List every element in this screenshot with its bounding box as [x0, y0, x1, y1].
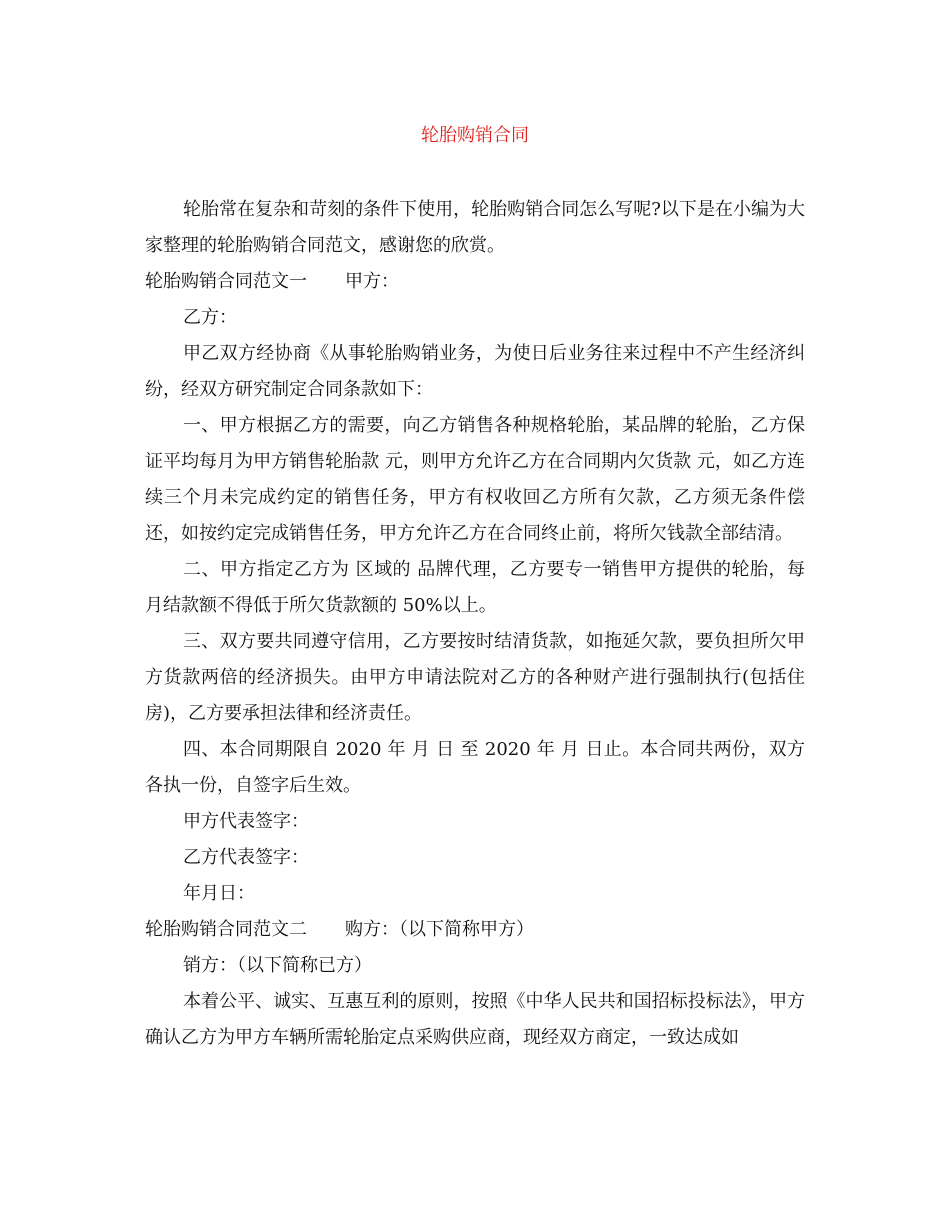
clause-3: 三、双方要共同遵守信用，乙方要按时结清货款，如拖延欠款，要负担所欠甲方货款两倍的经济损失。由甲方申请法院对乙方的各种财产进行强制执行(包括住房)，乙方要承担法律和经济责任。	[145, 631, 805, 724]
clause-1: 一、甲方根据乙方的需要，向乙方销售各种规格轮胎，某品牌的轮胎，乙方保证平均每月为甲方销售轮胎款 元，则甲方允许乙方在合同期内欠货款 元，如乙方连续三个月未完成约定的销售任务，甲方有权收回乙方所有欠款，乙方须无条件偿还，如按约定完成销售任务，甲方允许乙方在合同终止前，将所欠钱款全部结清。	[145, 415, 805, 544]
signature-party-a: 甲方代表签字：	[183, 811, 309, 832]
sample1-party-b: 乙方：	[183, 307, 237, 328]
intro-paragraph: 轮胎常在复杂和苛刻的条件下使用，轮胎购销合同怎么写呢?以下是在小编为大家整理的轮胎购销合同范文，感谢您的欣赏。	[145, 199, 805, 256]
sample2-seller: 销方：（以下简称已方）	[183, 955, 372, 976]
sample1-heading-line	[145, 264, 805, 300]
clause-2: 二、甲方指定乙方为 区域的 品牌代理，乙方要专一销售甲方提供的轮胎，每月结款额不得低于所欠货款额的 50%以上。	[145, 559, 805, 616]
sample2-heading-line	[145, 912, 805, 948]
signature-party-b: 乙方代表签字：	[183, 847, 309, 868]
sample2-heading: 轮胎购销合同范文二	[145, 919, 307, 940]
sample1-party-a: 甲方：	[345, 271, 399, 292]
sample2-buyer: 购方：（以下简称甲方）	[345, 919, 534, 940]
date-line: 年月日：	[183, 883, 255, 904]
clause-4: 四、本合同期限自 2020 年 月 日 至 2020 年 月 日止。本合同共两份，双方各执一份，自签字后生效。	[145, 739, 805, 796]
document-body	[145, 192, 805, 1056]
sample1-heading: 轮胎购销合同范文一	[145, 271, 307, 292]
sample1-preamble: 甲乙双方经协商《从事轮胎购销业务，为使日后业务往来过程中不产生经济纠纷，经双方研究制定合同条款如下：	[145, 343, 805, 400]
sample2-preamble: 本着公平、诚实、互惠互利的原则，按照《中华人民共和国招标投标法》，甲方确认乙方为甲方车辆所需轮胎定点采购供应商，现经双方商定，一致达成如	[145, 991, 805, 1048]
document-title: 轮胎购销合同	[421, 125, 529, 146]
